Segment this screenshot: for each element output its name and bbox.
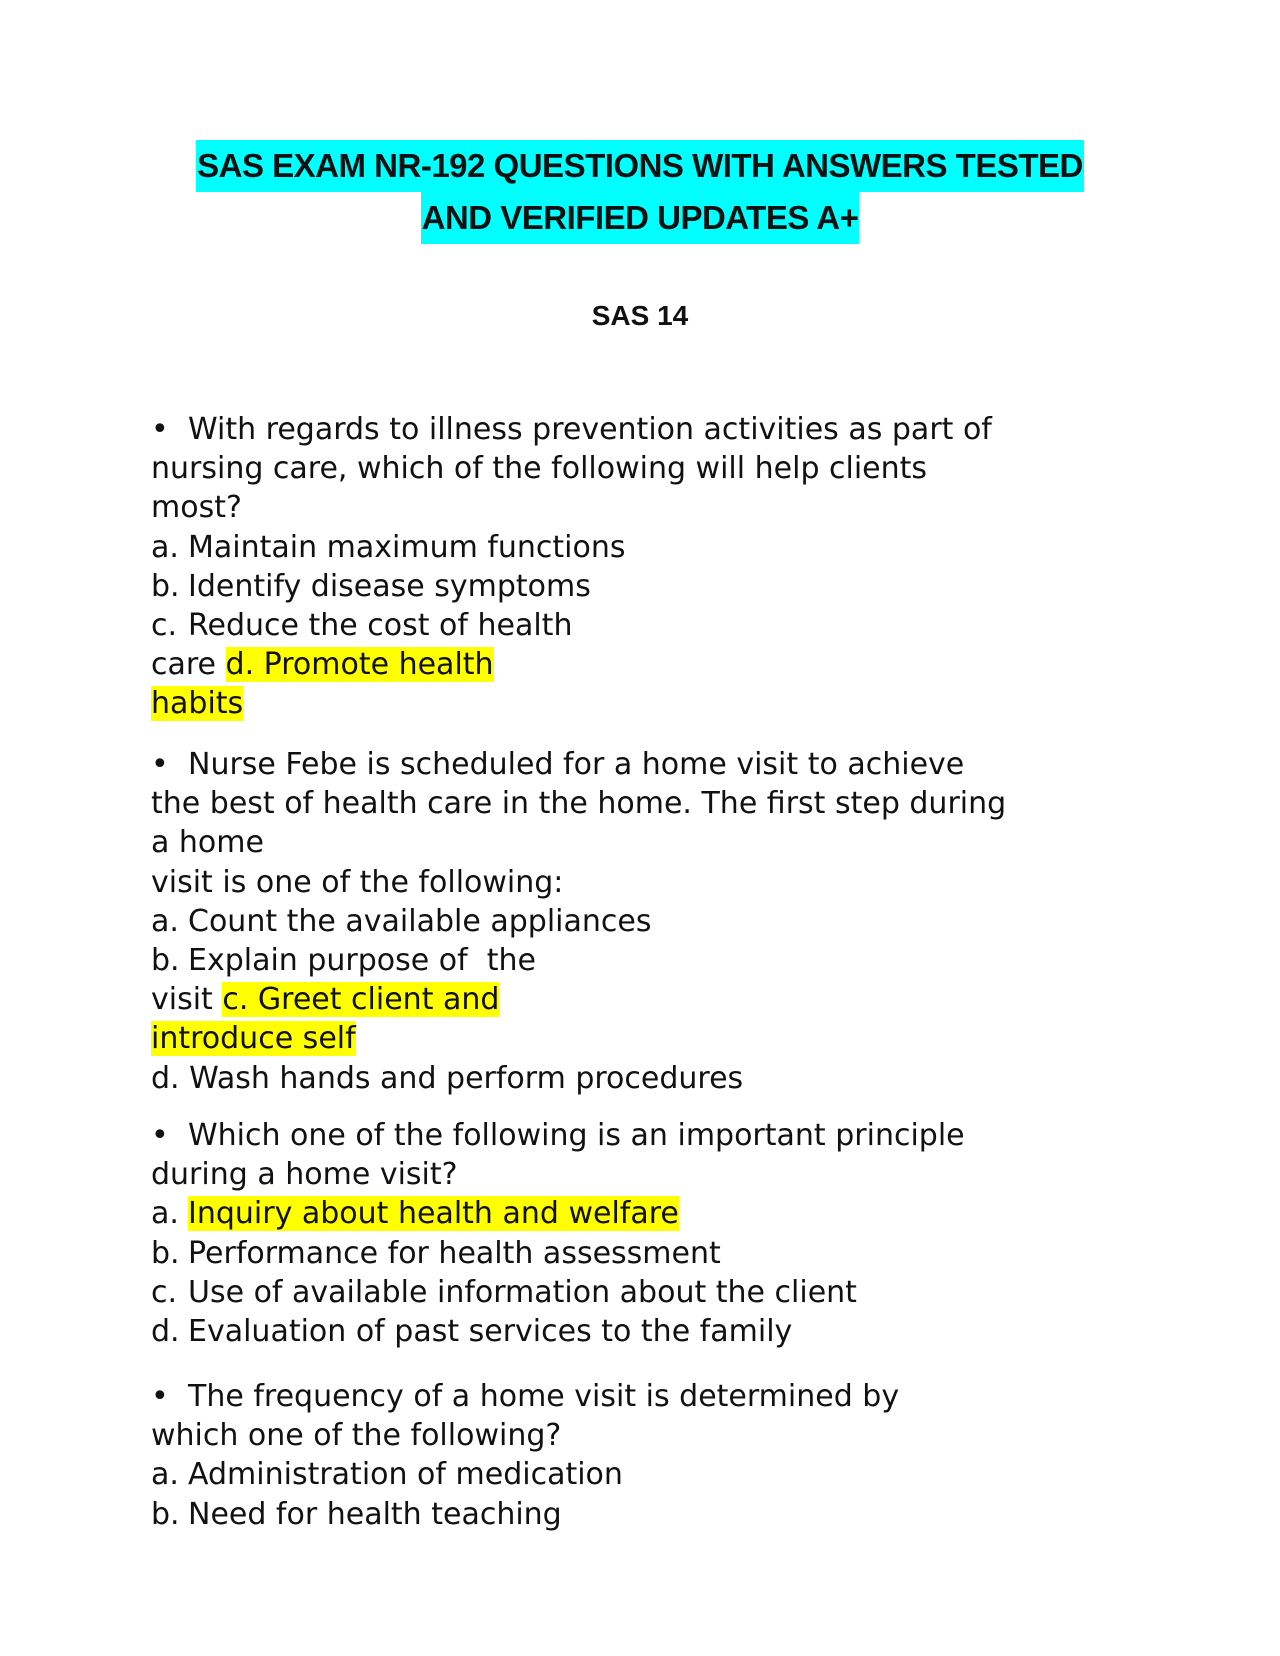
question-4 — [151, 1377, 1141, 1534]
correct-answer-highlight: d. Promote health — [225, 647, 494, 683]
answer-option-b: b. Need for health teaching — [151, 1496, 562, 1532]
correct-answer-highlight: c. Greet client and — [222, 982, 500, 1018]
answer-option-a: a. Count the available appliances — [151, 903, 652, 939]
question-stem-line: nursing care, which of the following will help clients — [151, 451, 928, 487]
bullet-icon — [151, 410, 188, 449]
question-stem-line: which one of the following? — [151, 1418, 562, 1454]
bullet-icon — [151, 745, 188, 784]
answer-option-c: c. Reduce the cost of health — [151, 607, 573, 643]
answer-option-a: a. Administration of medication — [151, 1457, 623, 1493]
question-stem-line: •With regards to illness prevention activities as part of — [151, 410, 1141, 449]
answer-option-c-continued — [151, 1019, 1141, 1058]
bullet-icon — [151, 1116, 188, 1155]
correct-answer-highlight: Inquiry about health and welfare — [188, 1196, 679, 1232]
question-stem-line: visit is one of the following: — [151, 864, 564, 900]
question-1 — [151, 410, 1141, 724]
answer-option-c-continued: care d. Promote health — [151, 647, 494, 683]
answer-option-b-continued: visit c. Greet client and — [151, 982, 500, 1018]
question-stem-line: •The frequency of a home visit is determined by — [151, 1377, 1141, 1416]
answer-option-a: a. Maintain maximum functions — [151, 529, 626, 565]
question-stem-line: during a home visit? — [151, 1157, 458, 1193]
question-2 — [151, 745, 1141, 1098]
question-stem-line: •Which one of the following is an important principle — [151, 1116, 1141, 1155]
document-title — [100, 140, 1180, 244]
question-stem-line: the best of health care in the home. The first step during — [151, 786, 1007, 822]
question-stem-line: a home — [151, 825, 264, 861]
answer-option-d: d. Wash hands and perform procedures — [151, 1060, 744, 1096]
answer-option-d-continued — [151, 684, 1141, 723]
answer-option-a: a. Inquiry about health and welfare — [151, 1196, 679, 1232]
question-stem-line: most? — [151, 490, 242, 526]
correct-answer-highlight: introduce self — [151, 1021, 356, 1057]
question-3 — [151, 1116, 1141, 1351]
question-stem-line: •Nurse Febe is scheduled for a home visit to achieve — [151, 745, 1141, 784]
title-line-1: SAS EXAM NR-192 QUESTIONS WITH ANSWERS TESTED — [196, 140, 1084, 192]
title-line-2: AND VERIFIED UPDATES A+ — [421, 192, 860, 244]
correct-answer-highlight: habits — [151, 686, 244, 722]
section-heading: SAS 14 — [591, 300, 689, 331]
answer-option-b: b. Explain purpose of the — [151, 942, 536, 978]
answer-option-b: b. Identify disease symptoms — [151, 568, 591, 604]
answer-option-c: c. Use of available information about the client — [151, 1274, 857, 1310]
answer-option-d: d. Evaluation of past services to the family — [151, 1313, 793, 1349]
answer-option-b: b. Performance for health assessment — [151, 1235, 721, 1271]
bullet-icon — [151, 1377, 188, 1416]
